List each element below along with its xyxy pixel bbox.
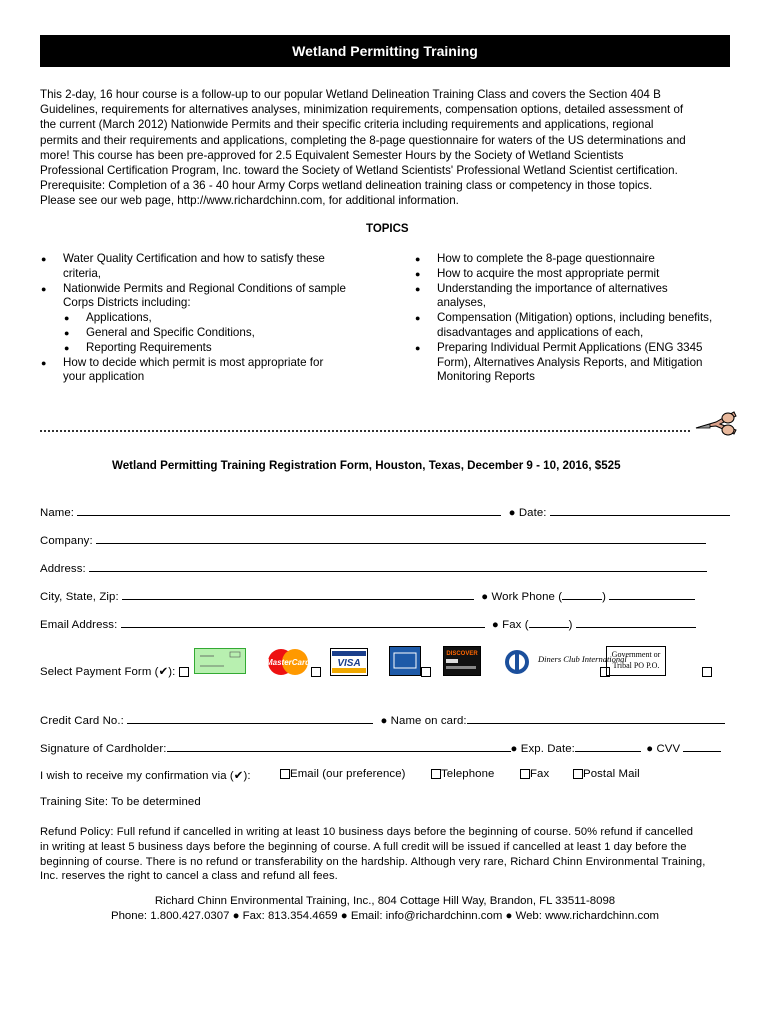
gov-label-line2: Tribal PO P.O. [612,661,660,670]
fax-label: ● Fax ( [491,619,529,631]
topic-item: criteria, [63,266,102,280]
confirm-fax-label: Fax [530,768,550,780]
address-field[interactable] [89,560,707,572]
diners-club-icon [500,648,627,676]
check-icon [194,648,246,674]
topic-item: ● How to acquire the most appropriate permit [415,267,745,282]
scissors-icon [694,408,738,442]
topic-item: ● Nationwide Permits and Regional Conditions of sample [41,282,381,297]
intro-line: Please see our web page, http://www.richardchinn.com, for additional information. [40,194,459,208]
refund-line: Refund Policy: Full refund if cancelled in writing at least 10 business days before the beginning of course. 50% refund if cancelled [40,826,694,838]
confirm-telephone-checkbox[interactable] [431,769,441,779]
topic-item: Monitoring Reports [437,370,535,384]
intro-line: more! This course has been pre-approved for 2.5 Equivalent Semester Hours by the Society of Wetland Scientists [40,148,624,162]
topic-item: ● Compensation (Mitigation) options, including benefits, [415,311,745,326]
intro-paragraph [40,87,740,209]
signature-label: Signature of Cardholder: [40,743,167,755]
work-phone-label: ● Work Phone ( [481,591,563,603]
address-label: Address: [40,563,86,575]
topic-item: your application [63,370,145,384]
intro-line: Guidelines, requirements for alternatives analyses, minimization requirements, compensation options, detailed assessment of [40,103,684,117]
city-label: City, State, Zip: [40,591,119,603]
cvv-label: ● CVV [646,743,681,755]
topic-item: Form), Alternatives Analysis Reports, and Mitigation [437,355,703,369]
confirm-label: I wish to receive my confirmation via (✔): [40,770,251,782]
topic-item: ● General and Specific Conditions, [41,326,381,341]
diners-text: Diners Club International [538,654,627,664]
fax-area-field[interactable] [529,616,569,628]
training-site: Training Site: To be determined [40,796,201,808]
footer-contact: Phone: 1.800.427.0307 ● Fax: 813.354.4659 ● Email: info@richardchinn.com ● Web: www.richardchinn.com [110,910,660,922]
topics-heading: TOPICS [366,223,409,235]
topics-left-list [41,252,381,385]
work-phone-field[interactable] [609,588,695,600]
intro-line: This 2-day, 16 hour course is a follow-up to our popular Wetland Delineation Training Class and covers the Section 404 B [40,88,661,101]
topic-item: Corps Districts including: [63,296,191,310]
mastercard-icon [265,648,311,676]
cc-number-field[interactable] [127,712,373,724]
visa-icon [330,648,368,676]
name-field[interactable] [77,504,501,516]
payment-visa-checkbox[interactable] [421,667,431,677]
visa-text: VISA [337,658,361,669]
government-po-box [606,646,666,676]
mastercard-text: MasterCard [265,658,311,667]
date-field[interactable] [550,504,730,516]
name-label: Name: [40,507,75,519]
payment-mastercard-checkbox[interactable] [311,667,321,677]
email-field[interactable] [121,616,485,628]
refund-line: beginning of course. There is no refund or transferability on the hardship. Although very rare, Richard Chinn Environmental Training, [40,855,706,868]
refund-line: Inc. reserves the right to cancel a class and refund all fees. [40,870,338,883]
confirm-email-label: Email (our preference) [290,768,406,780]
work-phone-close: ) [602,591,607,603]
intro-line: permits and their requirements and applications, completing the 8-page questionnaire for waters of the US determinations and [40,133,686,147]
topic-item: ● Understanding the importance of alternatives [415,282,745,297]
cvv-field[interactable] [683,740,721,752]
topic-item: ● How to complete the 8-page questionnaire [415,252,745,267]
city-field[interactable] [122,588,474,600]
confirm-postal-label: Postal Mail [583,768,640,780]
work-phone-area-field[interactable] [562,588,602,600]
discover-icon [443,646,481,676]
fax-close: ) [568,619,573,631]
company-field[interactable] [96,532,706,544]
topic-item: analyses, [437,296,486,310]
intro-line: Professional Certification Program, Inc. toward the Society of Wetland Scientists' Professional Wetland Scientist certification. [40,164,678,178]
topic-item: ● Preparing Individual Permit Applications (ENG 3345 [415,341,745,356]
topic-item: ● How to decide which permit is most appropriate for [41,356,381,371]
intro-line: the current (March 2012) Nationwide Permits and their specific criteria including requirements and applications, regional [40,118,654,132]
date-label: ● Date: [508,507,547,519]
payment-label: Select Payment Form (✔): [40,666,176,678]
fax-field[interactable] [576,616,696,628]
email-label: Email Address: [40,619,118,631]
intro-line: Prerequisite: Completion of a 36 - 40 hour Army Corps wetland delineation training class or competency in those topics. [40,179,653,193]
name-on-card-field[interactable] [467,712,725,724]
confirm-fax-checkbox[interactable] [520,769,530,779]
signature-field[interactable] [167,740,511,752]
document-title: Wetland Permitting Training [40,35,730,67]
refund-policy [40,825,705,884]
topic-item: ● Applications, [41,311,381,326]
payment-check-checkbox[interactable] [179,667,189,677]
topic-item: disadvantages and applications of each, [437,325,644,339]
confirm-email-checkbox[interactable] [280,769,290,779]
footer-address: Richard Chinn Environmental Training, Inc., 804 Cottage Hill Way, Brandon, FL 33511-8098 [154,895,616,907]
company-label: Company: [40,535,93,547]
refund-line: in writing at least 5 business days before the beginning of course. A full credit will be issued if cancelled at least 1 day before the [40,840,687,853]
topic-item: ● Water Quality Certification and how to satisfy these [41,252,381,267]
exp-date-field[interactable] [575,740,641,752]
payment-government-checkbox[interactable] [702,667,712,677]
registration-title: Wetland Permitting Training Registration Form, Houston, Texas, December 9 - 10, 2016, $525 [112,459,621,472]
amex-icon [389,646,421,676]
gov-label-line1: Government or [611,650,661,659]
cc-label: Credit Card No.: [40,715,124,727]
topics-right-list [415,252,745,385]
discover-text: DISCOVER [446,651,478,657]
cut-line [40,430,690,432]
confirm-telephone-label: Telephone [441,768,495,780]
topic-item: ● Reporting Requirements [41,341,381,356]
exp-label: ● Exp. Date: [510,743,575,755]
name-on-card-label: ● Name on card: [380,715,467,727]
confirm-postal-checkbox[interactable] [573,769,583,779]
